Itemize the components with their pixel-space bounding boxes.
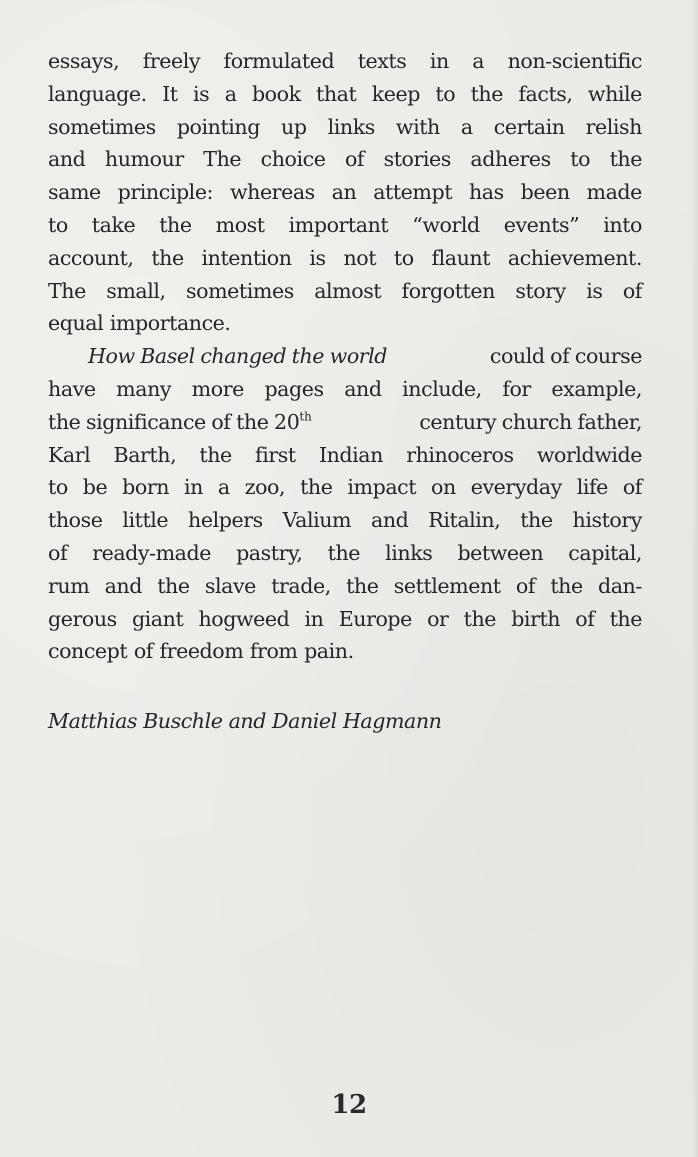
word: achievement. xyxy=(507,245,642,270)
word: formulated xyxy=(223,49,335,73)
word: trade, xyxy=(271,573,331,598)
text-line xyxy=(48,176,642,209)
word: many xyxy=(116,376,172,401)
word: of xyxy=(622,475,642,500)
word: of xyxy=(133,639,153,664)
word: pastry, xyxy=(236,540,303,565)
word: made xyxy=(586,180,642,205)
word: intention xyxy=(201,245,292,270)
word: is xyxy=(586,278,603,303)
word: been xyxy=(520,180,570,205)
word: of xyxy=(344,147,365,172)
word: “world xyxy=(412,212,480,237)
word: The xyxy=(48,278,86,303)
text-line xyxy=(48,45,642,78)
word: facts, xyxy=(518,81,573,106)
text-line xyxy=(48,373,642,406)
book-title: How Basel changed the world xyxy=(88,344,388,369)
word: and xyxy=(104,573,142,598)
word: up xyxy=(281,114,307,139)
word: small, xyxy=(106,278,166,303)
ordinal-superscript: th xyxy=(299,409,312,424)
word: the xyxy=(157,573,190,598)
word: most xyxy=(215,212,265,237)
word: history xyxy=(572,508,642,533)
word: capital, xyxy=(568,540,642,565)
word: first xyxy=(255,442,296,467)
text-fragment: could of course xyxy=(489,344,642,369)
word: in xyxy=(304,606,324,631)
word: little xyxy=(122,508,169,533)
word: rum xyxy=(48,573,90,598)
text-line xyxy=(48,307,642,340)
word: pages xyxy=(264,376,324,401)
word: a xyxy=(472,49,485,73)
word: links xyxy=(327,114,375,139)
word: to xyxy=(48,475,68,500)
word: the xyxy=(159,212,192,237)
word: life xyxy=(576,475,608,500)
word: that xyxy=(316,81,357,106)
text-line xyxy=(48,340,642,373)
text-fragment: century church father, xyxy=(419,409,642,434)
word: is xyxy=(193,81,210,106)
word: the xyxy=(609,147,642,172)
word: attempt xyxy=(373,180,453,205)
word: ready-made xyxy=(92,540,211,565)
body-text xyxy=(48,45,642,668)
word: relish xyxy=(585,114,642,139)
word: and xyxy=(371,508,409,533)
word: between xyxy=(457,540,544,565)
text-line xyxy=(48,439,642,472)
text-fragment: the significance of the 20 xyxy=(48,409,300,434)
word: giant xyxy=(131,606,184,631)
word: into xyxy=(603,212,642,237)
word: an xyxy=(331,180,357,205)
word: the xyxy=(199,442,232,467)
text-line xyxy=(48,570,642,603)
word: freedom xyxy=(159,639,244,664)
word: The xyxy=(203,147,242,172)
word: same xyxy=(48,180,101,205)
word: a xyxy=(460,114,473,139)
word: to xyxy=(570,147,591,172)
word: on xyxy=(431,475,456,500)
word: certain xyxy=(493,114,565,139)
word: include, xyxy=(402,376,482,401)
word: non-scientific xyxy=(507,49,642,73)
word: helpers xyxy=(188,508,263,533)
word: texts xyxy=(357,49,407,73)
word: equal xyxy=(48,311,104,336)
word: to xyxy=(435,81,456,106)
text-line xyxy=(48,603,642,636)
word: of xyxy=(515,573,536,598)
word: the xyxy=(470,81,503,106)
word: pointing xyxy=(176,114,260,139)
word: have xyxy=(48,376,96,401)
text-line xyxy=(48,471,642,504)
word: keep xyxy=(371,81,420,106)
word: almost xyxy=(314,278,382,303)
author-signature: Matthias Buschle and Daniel Hagmann xyxy=(48,709,442,733)
word: take xyxy=(91,212,136,237)
word: Barth, xyxy=(113,442,177,467)
word: example, xyxy=(551,376,642,401)
word: account, xyxy=(48,245,134,270)
word: Ritalin, xyxy=(428,508,501,533)
word: Indian xyxy=(318,442,383,467)
word: and xyxy=(344,376,382,401)
word: be xyxy=(82,475,108,500)
word: more xyxy=(191,376,244,401)
word: settlement xyxy=(393,573,501,598)
text-line xyxy=(48,242,642,275)
text-line xyxy=(48,504,642,537)
word: choice xyxy=(260,147,326,172)
word: It xyxy=(162,81,178,106)
word: story xyxy=(515,278,566,303)
word: stories xyxy=(383,147,451,172)
word: the xyxy=(346,573,379,598)
word: slave xyxy=(204,573,256,598)
word: gerous xyxy=(48,606,117,631)
word: humour xyxy=(104,147,184,172)
text-line xyxy=(48,143,642,176)
word: of xyxy=(48,540,68,565)
word: dan- xyxy=(597,573,642,598)
word: not xyxy=(343,245,377,270)
word: pain. xyxy=(304,639,354,664)
word: rhinoceros xyxy=(406,442,514,467)
word: while xyxy=(587,81,642,106)
word: links xyxy=(385,540,433,565)
word: impact xyxy=(347,475,417,500)
word: of xyxy=(575,606,595,631)
word: is xyxy=(309,245,326,270)
word: hogweed xyxy=(198,606,290,631)
word: the xyxy=(151,245,184,270)
word: a xyxy=(224,81,237,106)
word: the xyxy=(327,540,361,565)
word: flaunt xyxy=(431,245,491,270)
word: everyday xyxy=(470,475,562,500)
word: and xyxy=(48,147,86,172)
word: adheres xyxy=(470,147,551,172)
word: has xyxy=(468,180,504,205)
page-number: 12 xyxy=(331,1090,367,1120)
word: important xyxy=(288,212,389,237)
word: the xyxy=(550,573,583,598)
word: worldwide xyxy=(536,442,642,467)
word: principle: xyxy=(117,180,214,205)
word: the xyxy=(520,508,553,533)
word: in xyxy=(429,49,449,73)
word: born xyxy=(122,475,170,500)
text-line xyxy=(48,78,642,111)
word: birth xyxy=(511,606,561,631)
word: the xyxy=(609,606,642,631)
word: book xyxy=(251,81,301,106)
word: zoo, xyxy=(244,475,286,500)
word: Valium xyxy=(282,508,352,533)
text-line xyxy=(48,209,642,242)
word: the xyxy=(300,475,333,500)
word: sometimes xyxy=(48,114,156,139)
word: importance. xyxy=(109,311,231,336)
word: Karl xyxy=(48,442,91,467)
word: in xyxy=(184,475,203,500)
word: whereas xyxy=(229,180,315,205)
word: forgotten xyxy=(401,278,495,303)
text-line xyxy=(48,406,642,439)
word: of xyxy=(622,278,642,303)
word: for xyxy=(502,376,531,401)
word: from xyxy=(249,639,298,664)
text-line xyxy=(48,275,642,308)
word: freely xyxy=(142,49,201,73)
word: with xyxy=(395,114,440,139)
word: Europe xyxy=(338,606,412,631)
word: the xyxy=(463,606,497,631)
word: to xyxy=(48,212,68,237)
word: language. xyxy=(48,81,147,106)
word: those xyxy=(48,508,103,533)
word: concept xyxy=(48,639,128,664)
text-line xyxy=(48,537,642,570)
word: essays, xyxy=(48,49,120,73)
text-line xyxy=(48,111,642,144)
text-line xyxy=(48,635,642,668)
word: to xyxy=(393,245,414,270)
word: a xyxy=(217,475,230,500)
word: or xyxy=(427,606,449,631)
word: events” xyxy=(503,212,580,237)
word: sometimes xyxy=(186,278,294,303)
